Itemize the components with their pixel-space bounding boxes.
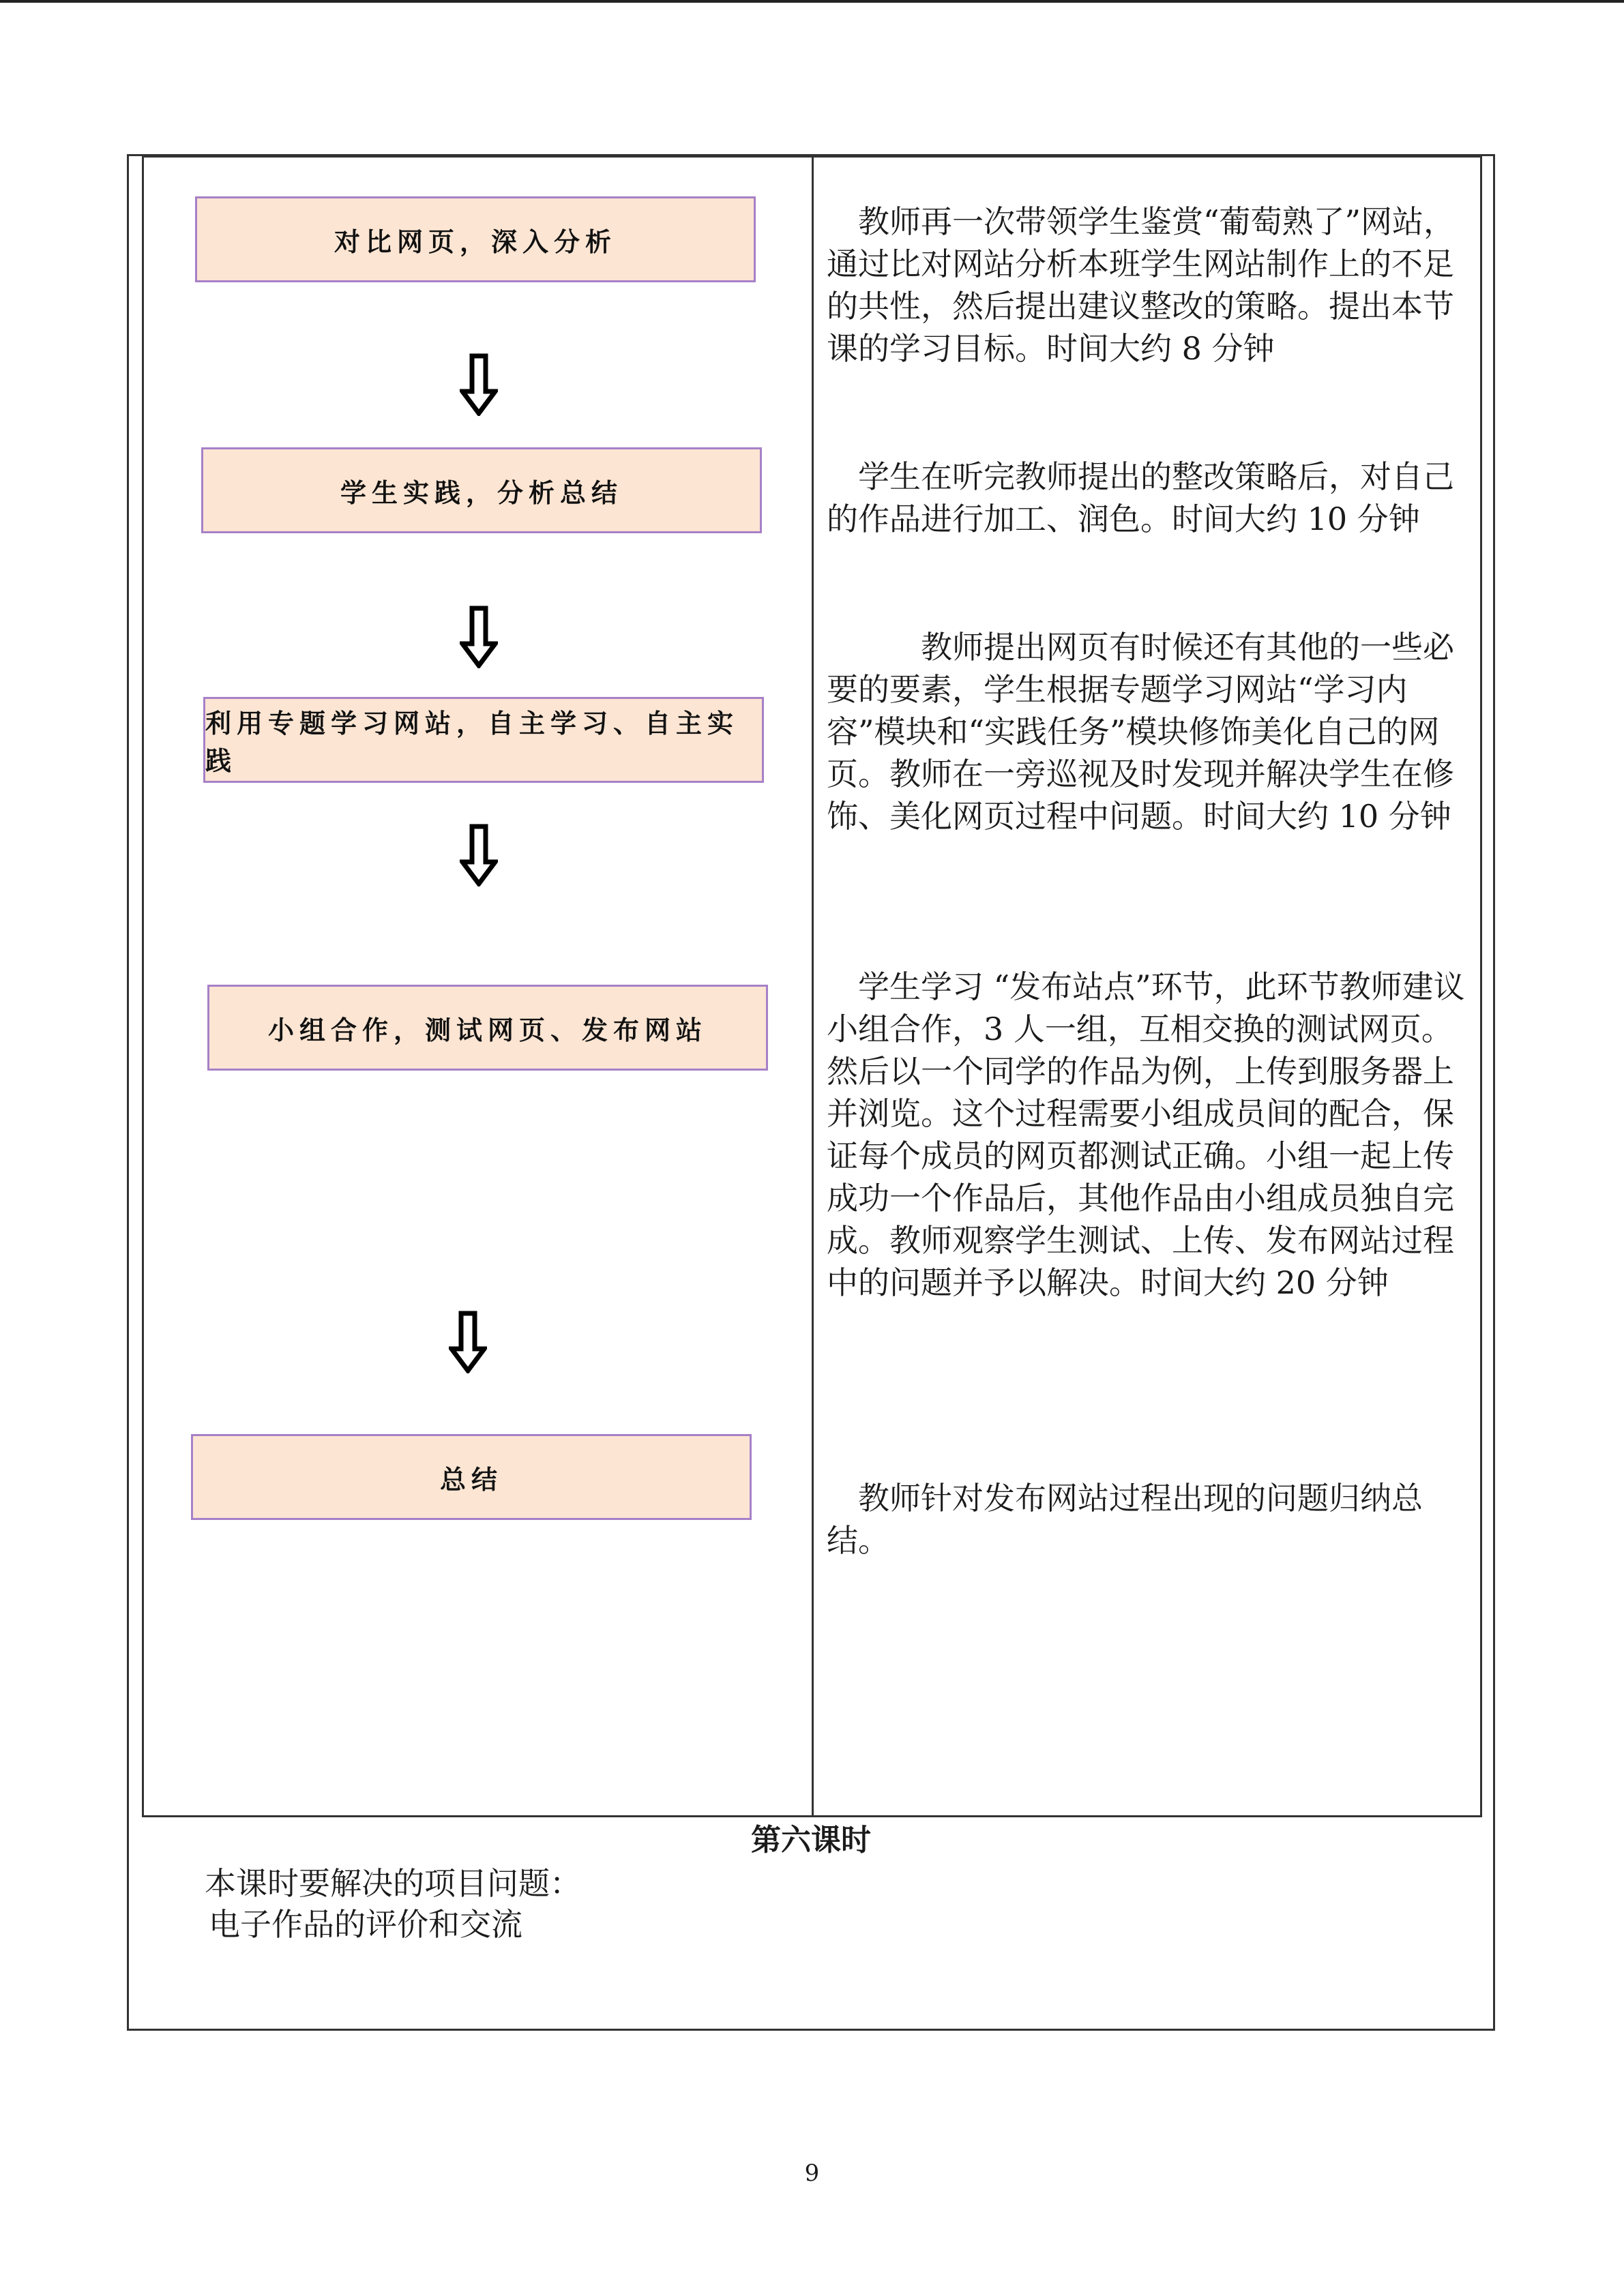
page-number: 9	[804, 2160, 820, 2187]
flow-step-summary: 总结	[191, 1434, 752, 1520]
table-column-divider	[812, 155, 814, 1817]
down-arrow-icon	[460, 353, 498, 416]
step-description: 学生在听完教师提出的整改策略后，对自己的作品进行加工、润色。时间大约 10 分钟	[827, 458, 1454, 537]
step-description: 学生学习 “发布站点”环节，此环节教师建议小组合作，3 人一组，互相交换的测试网页。然后以一个同学的作品为例，上传到服务器上并浏览。这个过程需要小组成员间的配合，保证每个成员的网页都测试正确。小组一起上传成功一个作品后，其他作品由小组成员独自完成。教师观察学生测试、上传、发布网站过程中的问题并予以解决。时间大约 20 分钟	[827, 968, 1465, 1301]
flow-step-practice-summarize: 学生实践，分析总结	[201, 447, 762, 533]
step-description: 教师再一次带领学生鉴赏“葡萄熟了”网站，通过比对网站分析本班学生网站制作上的不足的共性，然后提出建议整改的策略。提出本节课的学习目标。时间大约 8 分钟	[827, 203, 1456, 367]
lesson-title: 第六课时	[751, 1823, 871, 1858]
step-description: 教师提出网页有时候还有其他的一些必要的要素，学生根据专题学习网站“学习内容”模块和“实践任务”模块修饰美化自己的网页。教师在一旁巡视及时发现并解决学生在修饰、美化网页过程中问题。时间大约 10 分钟	[827, 629, 1454, 835]
down-arrow-icon	[460, 824, 498, 886]
flow-step-compare-analyze: 对比网页，深入分析	[195, 196, 756, 282]
down-arrow-icon	[460, 606, 498, 668]
flow-step-group-publish: 小组合作，测试网页、发布网站	[207, 985, 768, 1071]
down-arrow-icon	[449, 1311, 487, 1373]
page-top-rule	[0, 0, 1624, 3]
project-problem-label: 本课时要解决的项目问题：	[205, 1865, 581, 1902]
flow-step-self-study: 利用专题学习网站，自主学习、自主实践	[203, 697, 764, 783]
project-problem-value: 电子作品的评价和交流	[209, 1906, 522, 1943]
step-description: 教师针对发布网站过程出现的问题归纳总结。	[827, 1480, 1423, 1559]
